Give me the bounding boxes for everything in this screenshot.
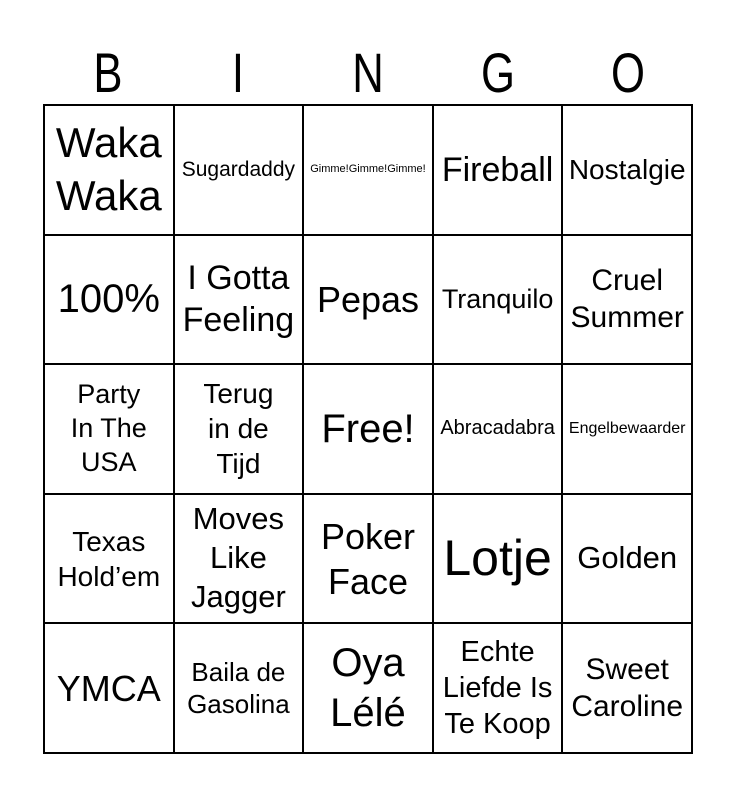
bingo-cell-r5c3[interactable] xyxy=(303,623,433,753)
bingo-cell-r1c5[interactable] xyxy=(562,105,692,235)
cell-text-line: Te Koop xyxy=(444,708,551,741)
cell-text-line: Face xyxy=(327,560,409,602)
cell-text-line: Golden xyxy=(577,540,678,576)
cell-text-line: Fireball xyxy=(441,150,554,189)
bingo-cell-r3c3[interactable] xyxy=(303,364,433,494)
bingo-cell-r4c2[interactable] xyxy=(174,494,304,624)
cell-text-line: Feeling xyxy=(182,301,295,340)
cell-text-line: Pepas xyxy=(316,278,420,320)
cell-text-line: I Gotta xyxy=(187,258,290,297)
bingo-cell-r3c1[interactable] xyxy=(44,364,174,494)
bingo-cell-r2c3[interactable] xyxy=(303,235,433,365)
cell-text-line: in de xyxy=(208,413,269,445)
bingo-cell-r5c4[interactable] xyxy=(433,623,563,753)
cell-text-line: Liefde Is xyxy=(442,672,553,705)
cell-text-line: Echte xyxy=(460,635,535,668)
cell-text-line: Tijd xyxy=(216,448,261,480)
bingo-title-letter-o: O xyxy=(611,41,645,104)
bingo-cell-r4c1[interactable] xyxy=(44,494,174,624)
bingo-cell-r1c2[interactable] xyxy=(174,105,304,235)
cell-text-line: Caroline xyxy=(571,690,684,724)
cell-text-line: Lélé xyxy=(330,691,406,736)
bingo-cell-r2c1[interactable] xyxy=(44,235,174,365)
bingo-cell-r3c4[interactable] xyxy=(433,364,563,494)
bingo-title-letter-i: I xyxy=(231,41,245,104)
bingo-cell-r2c5[interactable] xyxy=(562,235,692,365)
cell-text-line: Party xyxy=(77,379,141,410)
cell-text-line: Waka xyxy=(55,171,162,219)
bingo-cell-r3c5[interactable] xyxy=(562,364,692,494)
cell-text-line: In The xyxy=(70,413,147,444)
cell-text-line: Waka xyxy=(55,119,162,167)
cell-text-line: Summer xyxy=(570,301,684,335)
cell-text-line: Sweet xyxy=(585,652,669,686)
bingo-cell-r5c2[interactable] xyxy=(174,623,304,753)
cell-text-line: Jagger xyxy=(190,578,286,614)
cell-text-line: Oya xyxy=(331,641,405,686)
cell-text-line: Gimme!Gimme!Gimme! xyxy=(310,162,426,175)
bingo-cell-r1c1[interactable] xyxy=(44,105,174,235)
cell-text-line: Gasolina xyxy=(187,689,290,720)
cell-text-line: Hold’em xyxy=(57,560,161,592)
cell-text-line: Texas xyxy=(72,525,146,557)
cell-text-line: Poker xyxy=(320,515,416,557)
bingo-title-letter-g: G xyxy=(481,41,515,104)
bingo-cell-r5c5[interactable] xyxy=(562,623,692,753)
bingo-title-letter-n: N xyxy=(352,41,384,104)
cell-text-line: Terug xyxy=(203,378,274,410)
cell-text-line: Lotje xyxy=(443,530,552,587)
bingo-cell-r1c3[interactable] xyxy=(303,105,433,235)
bingo-cell-r2c4[interactable] xyxy=(433,235,563,365)
cell-text-line: 100% xyxy=(57,277,160,322)
cell-text-line: Nostalgie xyxy=(568,154,686,186)
cell-text-line: YMCA xyxy=(56,667,161,709)
cell-text-line: Tranquilo xyxy=(441,283,554,314)
bingo-cell-r4c3[interactable] xyxy=(303,494,433,624)
cell-text-line: Baila de xyxy=(191,656,286,687)
bingo-cell-r2c2[interactable] xyxy=(174,235,304,365)
bingo-cell-r4c4[interactable] xyxy=(433,494,563,624)
cell-text-line: Cruel xyxy=(591,263,664,297)
cell-text-line: Engelbewaarder xyxy=(568,419,686,437)
bingo-cell-r4c5[interactable] xyxy=(562,494,692,624)
cell-text-line: Moves xyxy=(192,501,285,537)
bingo-title xyxy=(43,41,693,104)
bingo-cell-r1c4[interactable] xyxy=(433,105,563,235)
cell-text-line: Abracadabra xyxy=(440,417,555,440)
cell-text-line: USA xyxy=(81,446,137,477)
cell-text-line: Free! xyxy=(321,406,415,451)
bingo-cell-r5c1[interactable] xyxy=(44,623,174,753)
bingo-title-letter-b: B xyxy=(93,41,123,104)
bingo-grid xyxy=(43,104,693,754)
cell-text-line: Sugardaddy xyxy=(181,157,296,181)
cell-text-line: Like xyxy=(209,540,267,576)
bingo-cell-r3c2[interactable] xyxy=(174,364,304,494)
